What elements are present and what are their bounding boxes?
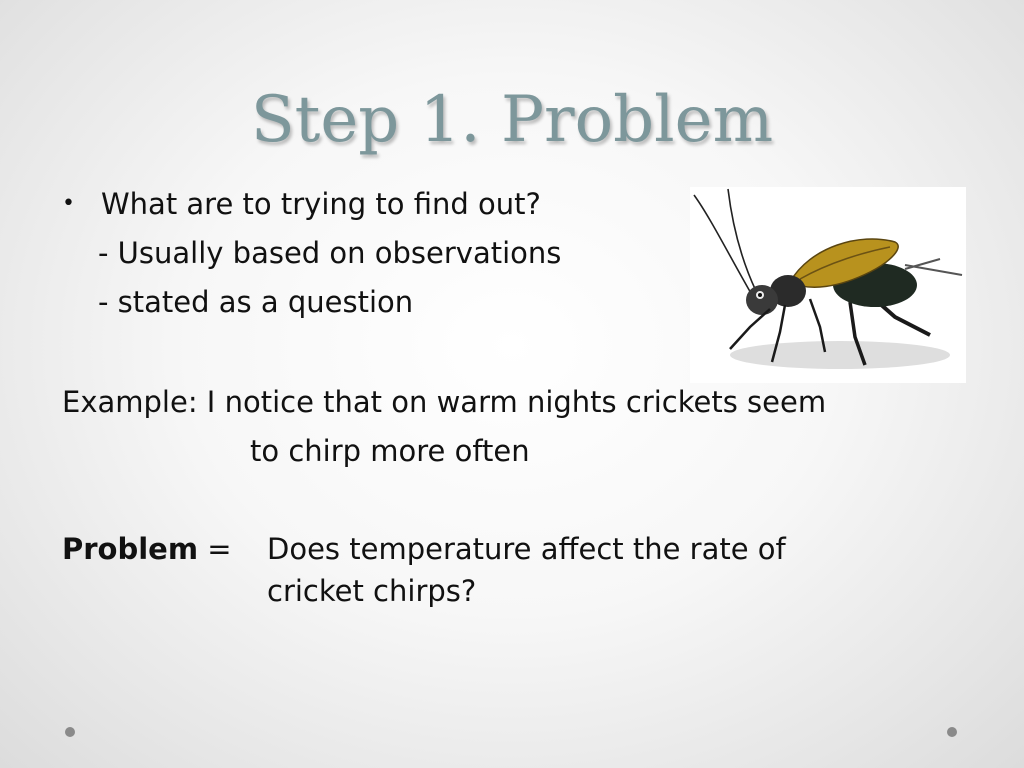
cricket-image (690, 187, 966, 383)
page-title: Step 1. Problem (250, 83, 774, 157)
example-line-1: Example: I notice that on warm nights crickets seem (62, 385, 827, 419)
example-line-2: to chirp more often (250, 434, 530, 468)
problem-label: Problem (62, 532, 199, 566)
sub-bullet-question: - stated as a question (98, 285, 414, 319)
problem-equals: = (198, 532, 232, 566)
problem-line-2: cricket chirps? (267, 574, 477, 608)
problem-line-1: Does temperature affect the rate of (267, 532, 786, 566)
bullet-marker: • (62, 191, 75, 216)
sub-bullet-observations: - Usually based on observations (98, 236, 562, 270)
cricket-icon (690, 187, 966, 383)
corner-dot-left (65, 727, 75, 737)
corner-dot-right (947, 727, 957, 737)
problem-label-row (62, 534, 232, 566)
bullet-question: What are to trying to find out? (101, 187, 541, 221)
